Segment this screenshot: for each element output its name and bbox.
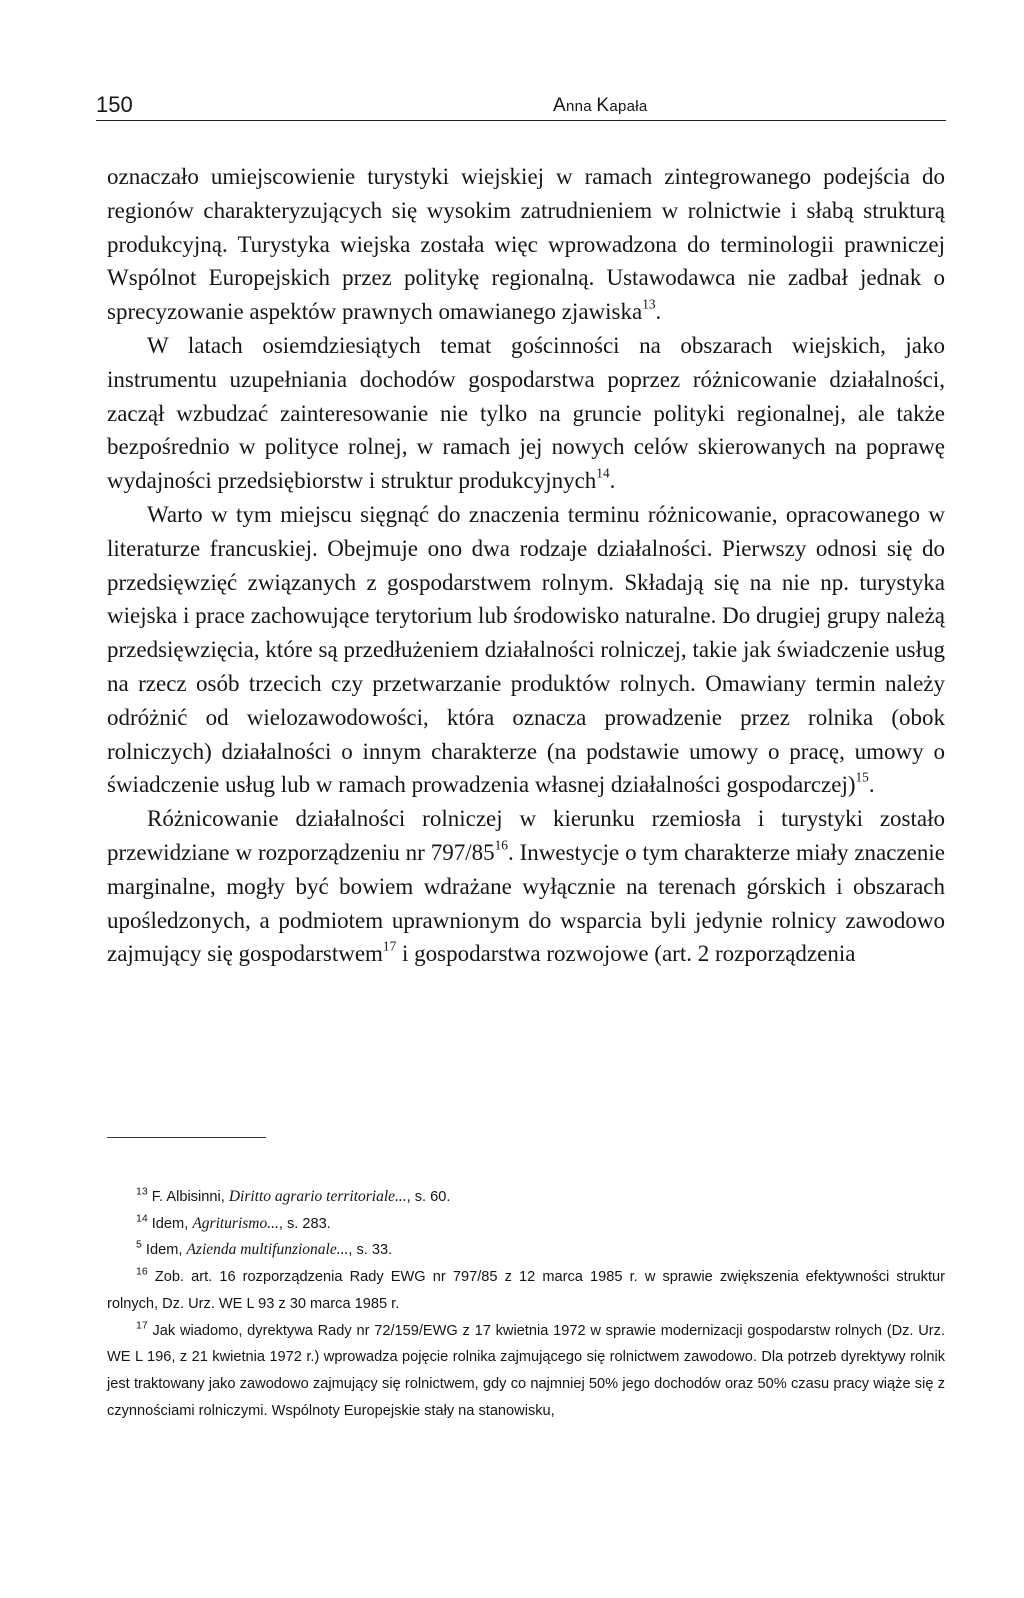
author-name-smallcaps: nna xyxy=(565,98,597,115)
footnote-text: Zob. art. 16 rozporządzenia Rady EWG nr 797/85 z 12 marca 1985 r. w sprawie zwiększenia efektywności struktur rolnych, Dz. Urz. WE L 93 z 30 marca 1985 r. xyxy=(107,1269,945,1312)
footnote-title: Diritto agrario territoriale... xyxy=(228,1188,407,1205)
footnote-number: 13 xyxy=(136,1185,148,1198)
footnote-number: 17 xyxy=(136,1319,148,1331)
footnote-ref: 17 xyxy=(382,938,397,954)
footnotes xyxy=(107,1184,945,1424)
footnote xyxy=(107,1264,945,1317)
footnote-text: , s. 283. xyxy=(278,1215,331,1232)
paragraph-text: . Inwestycje o tym charakterze miały znaczenie marginalne, mogły być bowiem wdrażane wyłącznie na terenach górskich i obszarach upośledzonych, a podmiotem uprawnionym do wsparcia byli jedynie rolnicy zawodowo zajmujący się gospodarstwem xyxy=(107,839,945,967)
author-initial: A xyxy=(553,95,566,116)
footnote-title: Azienda multifunzionale... xyxy=(186,1241,349,1259)
footnote-text: Idem, xyxy=(151,1215,193,1232)
author-surname-smallcaps: apała xyxy=(609,98,648,115)
footnote-number: 5 xyxy=(136,1238,142,1251)
footnote xyxy=(107,1318,945,1425)
page-number: 150 xyxy=(96,92,133,117)
footnote-number: 16 xyxy=(136,1265,148,1278)
paragraph-text: . xyxy=(868,772,875,798)
paragraph-text: i gospodarstwa rozwojowe (art. 2 rozporządzenia xyxy=(396,941,856,967)
footnote-separator xyxy=(107,1137,266,1138)
paragraph-text: Warto w tym miejscu sięgnąć do znaczenia terminu różnicowanie, opracowanego w literaturze francuskiej. Obejmuje ono dwa rodzaje działalności. Pierwszy odnosi się do przedsięwzięć związanych z gospodarstwem rolnym. Składają się na nie np. turystyka wiejska i prace zachowujące terytorium lub środowisko naturalne. Do drugiej grupy należą przedsięwzięcia, które są przedłużeniem działalności rolniczej, takie jak świadczenie usług na rzecz osób trzecich czy przetwarzanie produktów rolnych. Omawiany termin należy odróżnić od wielozawodowości, która oznacza prowadzenie przez rolnika (obok rolniczych) działalności o innym charakterze (na podstawie umowy o pracę, umowy o świadczenie usług lub w ramach prowadzenia własnej działalności gospodarczej) xyxy=(107,501,945,798)
paragraph xyxy=(107,329,945,498)
footnote-text: F. Albisinni, xyxy=(151,1189,229,1205)
paragraph xyxy=(107,160,945,329)
footnote-ref: 14 xyxy=(596,465,610,481)
footnote-number: 14 xyxy=(136,1212,148,1225)
footnote-ref: 15 xyxy=(855,769,869,785)
paragraph xyxy=(107,802,945,971)
author-initial: K xyxy=(596,95,610,116)
footnote-text: Idem, xyxy=(145,1242,187,1259)
footnote xyxy=(107,1184,945,1211)
footnote-text: , s. 33. xyxy=(348,1242,393,1259)
footnote-text: Jak wiadomo, dyrektywa Rady nr 72/159/EWG z 17 kwietnia 1972 w sprawie modernizacji gospodarstw rolnych (Dz. Urz. WE L 196, z 21 kwietnia 1972 r.) wprowadza pojęcie rolnika zajmującego się rolnictwem zawodowo. Dla potrzeb dyrektywy rolnik jest traktowany jako zawodowo zajmujący się rolnictwem, gdy co najmniej 50% jego dochodów oraz 50% czasu pracy wiąże się z czynnościami rolniczymi. Wspólnoty Europejskie stały na stanowisku, xyxy=(107,1322,945,1419)
footnote-text: , s. 60. xyxy=(406,1189,451,1205)
paragraph-text: Różnicowanie działalności rolniczej w kierunku rzemiosła i turystyki zostało przewidziane w rozporządzeniu nr 797/85 xyxy=(107,806,945,865)
page-header xyxy=(96,90,946,121)
paragraph-text: W latach osiemdziesiątych temat gościnności na obszarach wiejskich, jako instrumentu uzupełniania dochodów gospodarstwa poprzez różnicowanie działalności, zaczął wzbudzać zainteresowanie nie tylko na gruncie polityki regionalnej, ale także bezpośrednio w polityce rolnej, w ramach jej nowych celów skierowanych na poprawę wydajności przedsiębiorstw i struktur produkcyjnych xyxy=(107,332,945,494)
paragraph-text: oznaczało umiejscowienie turystyki wiejskiej w ramach zintegrowanego podejścia do regionów charakteryzujących się wysokim zatrudnieniem w rolnictwie i słabą strukturą produkcyjną. Turystyka wiejska została więc wprowadzona do terminologii prawniczej Wspólnot Europejskich przez politykę regionalną. Ustawodawca nie zadbał jednak o sprecyzowanie aspektów prawnych omawianego zjawiska xyxy=(107,164,945,325)
footnote xyxy=(107,1211,945,1238)
main-text xyxy=(107,160,945,971)
footnote-title: Agriturismo... xyxy=(192,1214,279,1232)
paragraph xyxy=(107,498,945,802)
footnote xyxy=(107,1237,945,1264)
paragraph-text: . xyxy=(655,299,662,325)
footnote-ref: 13 xyxy=(642,296,656,312)
paragraph-text: . xyxy=(609,468,616,494)
running-head-author xyxy=(553,91,648,122)
footnote-ref: 16 xyxy=(494,837,508,853)
